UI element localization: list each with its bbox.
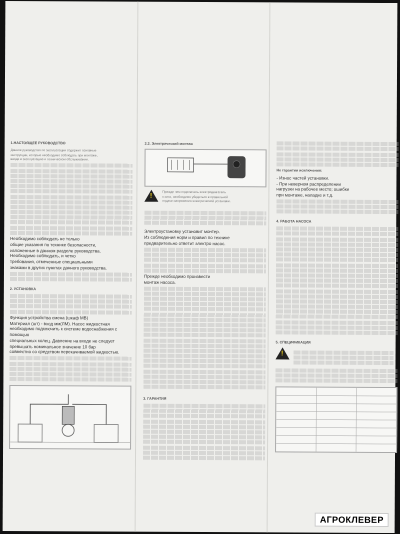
text-line: подаче напряжения электрической установки. xyxy=(162,199,231,204)
section-heading: 4. РАБОТА НАСОСА xyxy=(276,219,312,225)
section-heading: 2.2. Электрический монтаж xyxy=(144,141,193,146)
text-line: Электроустановку установит монтер. xyxy=(144,229,220,235)
text-line: общие указания по технике безопасности, xyxy=(10,241,97,248)
text-line: монтаж насоса. xyxy=(143,279,176,285)
text-line: Прежде чем подключать электродвигатель xyxy=(162,189,226,194)
spec-warning xyxy=(275,347,397,368)
wiring-graphic xyxy=(145,150,265,187)
text-line: совместно со средством перекачиваемой жидкостью. xyxy=(9,349,120,356)
emphasis-paragraph xyxy=(144,229,266,247)
section-heading: 1.НАСТОЯЩЕЕ РУКОВОДСТВО xyxy=(10,141,66,146)
text-line: Материал (шт) - вход мм(ЛМ). Насос жидкостная xyxy=(9,320,110,327)
watermark-stamp: АГРОКЛЕВЕР xyxy=(315,513,389,527)
section-heading: 2. УСТАНОВКА xyxy=(9,287,36,292)
spec-table xyxy=(275,387,397,454)
emphasis-paragraph xyxy=(144,274,266,286)
document-sheet xyxy=(3,1,398,533)
warning-icon: ! xyxy=(276,347,290,359)
text-line: превышать номинальное значение 10 бар xyxy=(9,343,96,350)
paragraph xyxy=(11,148,133,163)
column-left xyxy=(9,139,133,450)
warning-block xyxy=(144,190,266,211)
column-right xyxy=(275,140,399,453)
spec-table-grid xyxy=(276,388,396,453)
text-line: предварительно ответит электро насос. xyxy=(144,240,226,247)
section-heading: Не гарантии исключения: xyxy=(276,168,323,173)
emphasis-paragraph xyxy=(276,175,398,199)
wiring-diagram xyxy=(144,149,266,188)
text-line: нагрузки на рабочее место; ошибки xyxy=(276,186,350,193)
column-middle xyxy=(143,140,267,462)
text-line: Необходимо соблюдать не только xyxy=(10,236,80,242)
spec-warning-text xyxy=(293,349,393,366)
text-line: Прежде необходимо произвести xyxy=(143,273,211,279)
text-line: к сети, необходимо убедиться в правильной xyxy=(162,194,228,199)
text-line: специальных колец. Давление на входе не следует xyxy=(9,337,115,344)
text-line: необходимо подключить к системе водоснабжения с помощью xyxy=(9,326,118,338)
text-line: требования, отмеченные специальными xyxy=(10,259,93,265)
text-line: - При неверном распределении xyxy=(276,180,341,187)
warning-icon: ! xyxy=(144,190,158,202)
fold-line xyxy=(135,2,139,532)
text-line: - Износ частей установки. xyxy=(276,175,330,181)
text-line: вводе в эксплуатацию и техническом обслуживании. xyxy=(10,157,89,162)
section-heading: 5. СПЕЦИФИКАЦИЯ xyxy=(275,340,311,345)
emphasis-paragraph xyxy=(10,253,132,271)
text-line: при монтаже, наладке и т.д. xyxy=(276,192,334,198)
text-line: Необходимо соблюдать, и четко xyxy=(10,253,76,259)
warning-text xyxy=(162,190,264,205)
pump-diagram-graphic xyxy=(10,386,130,449)
text-line: Данное руководство по эксплуатации содержит основные xyxy=(10,147,97,153)
installation-diagram xyxy=(9,385,131,450)
section-heading: 3. ГАРАНТИЯ xyxy=(143,396,167,402)
text-line: изложенные в данном разделе руководства. xyxy=(10,247,101,254)
text-line: знаками в других пунктах данного руководства. xyxy=(9,264,107,271)
emphasis-paragraph xyxy=(10,315,132,356)
text-line: Функция устройства смена (шкаф MB) xyxy=(9,314,89,321)
fold-line xyxy=(267,2,271,532)
text-line: Из соблюдения норм и правил по технике xyxy=(144,234,230,241)
emphasis-paragraph xyxy=(10,236,132,254)
text-line: инструкции, которые необходимо соблюдать при монтаже, xyxy=(10,152,98,158)
